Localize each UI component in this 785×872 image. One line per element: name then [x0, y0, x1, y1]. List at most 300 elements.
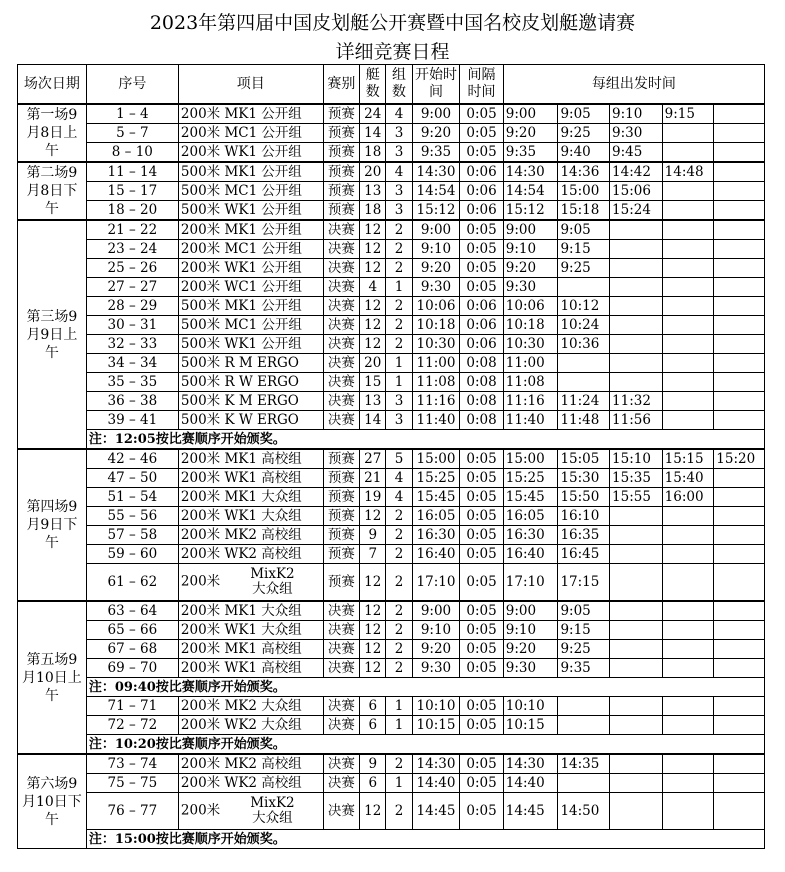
event-cell: 200米 WK2 高校组 [178, 774, 323, 793]
group-time-cell: 10:06 [503, 297, 558, 316]
group-time-cell [662, 659, 714, 678]
groups-cell: 2 [386, 621, 412, 640]
start-cell: 16:05 [412, 507, 460, 526]
groups-cell: 3 [386, 411, 412, 430]
group-time-cell [714, 316, 765, 335]
interval-cell: 0:05 [460, 716, 504, 735]
seq-cell: 67 – 68 [86, 640, 178, 659]
round-cell: 预赛 [323, 162, 359, 182]
interval-cell: 0:05 [460, 621, 504, 640]
group-time-cell [610, 316, 663, 335]
note-text: 注：12:05按比赛顺序开始颁奖。 [86, 430, 764, 450]
groups-cell: 3 [386, 201, 412, 221]
table-row [18, 143, 765, 163]
group-time-cell: 10:12 [558, 297, 610, 316]
seq-cell: 55 – 56 [86, 507, 178, 526]
round-cell: 决赛 [323, 754, 359, 774]
interval-cell: 0:05 [460, 526, 504, 545]
start-cell: 15:12 [412, 201, 460, 221]
interval-cell: 0:05 [460, 659, 504, 678]
round-cell: 决赛 [323, 640, 359, 659]
interval-cell: 0:06 [460, 316, 504, 335]
table-row [18, 754, 765, 774]
table-row [18, 488, 765, 507]
table-row [18, 162, 765, 182]
boats-cell: 12 [360, 621, 386, 640]
group-time-cell: 9:00 [503, 220, 558, 240]
group-time-cell [714, 507, 765, 526]
event-cell: 200米 WK2 高校组 [178, 545, 323, 564]
group-time-cell: 15:30 [558, 469, 610, 488]
group-time-cell [714, 469, 765, 488]
group-time-cell [714, 411, 765, 430]
boats-cell: 12 [360, 601, 386, 621]
boats-cell: 6 [360, 697, 386, 716]
interval-cell: 0:05 [460, 564, 504, 602]
boats-cell: 9 [360, 526, 386, 545]
seq-cell: 32 – 33 [86, 335, 178, 354]
round-cell: 预赛 [323, 143, 359, 163]
round-cell: 决赛 [323, 316, 359, 335]
group-time-cell: 15:50 [558, 488, 610, 507]
group-time-cell: 9:25 [558, 640, 610, 659]
group-time-cell [662, 564, 714, 602]
seq-cell: 61 – 62 [86, 564, 178, 602]
header-row [18, 65, 765, 105]
boats-cell: 12 [360, 507, 386, 526]
start-cell: 9:20 [412, 640, 460, 659]
event-cell: 200米 MK2 大众组 [178, 697, 323, 716]
group-time-cell: 15:12 [503, 201, 558, 221]
table-row [18, 545, 765, 564]
start-cell: 11:08 [412, 373, 460, 392]
group-time-cell [714, 373, 765, 392]
start-cell: 14:30 [412, 754, 460, 774]
table-row [18, 104, 765, 124]
group-time-cell: 11:16 [503, 392, 558, 411]
group-time-cell: 9:00 [503, 104, 558, 124]
group-time-cell: 9:35 [558, 659, 610, 678]
interval-cell: 0:05 [460, 220, 504, 240]
table-row [18, 793, 765, 830]
group-time-cell [610, 545, 663, 564]
table-row [18, 335, 765, 354]
start-cell: 9:20 [412, 259, 460, 278]
boats-cell: 14 [360, 411, 386, 430]
event-line-1: MixK2 [250, 795, 295, 811]
group-time-cell [610, 526, 663, 545]
round-cell: 预赛 [323, 488, 359, 507]
group-time-cell [714, 601, 765, 621]
group-time-cell [662, 201, 714, 221]
note-row [18, 678, 765, 697]
group-time-cell: 15:00 [558, 182, 610, 201]
group-time-cell [662, 545, 714, 564]
round-cell: 决赛 [323, 297, 359, 316]
table-row [18, 449, 765, 469]
boats-cell: 7 [360, 545, 386, 564]
group-time-cell [610, 564, 663, 602]
round-cell: 决赛 [323, 659, 359, 678]
session-label: 第三场9月9日上午 [18, 220, 87, 449]
group-time-cell [610, 659, 663, 678]
boats-cell: 13 [360, 182, 386, 201]
group-time-cell: 9:20 [503, 640, 558, 659]
seq-cell: 15 – 17 [86, 182, 178, 201]
group-time-cell [662, 640, 714, 659]
group-time-cell [714, 240, 765, 259]
event-cell: 200米 MK1 公开组 [178, 104, 323, 124]
schedule-table [17, 64, 765, 849]
event-cell: 200米 WK1 高校组 [178, 659, 323, 678]
round-cell: 决赛 [323, 621, 359, 640]
table-row [18, 278, 765, 297]
seq-cell: 76 – 77 [86, 793, 178, 830]
event-distance: 200米 [180, 573, 221, 590]
start-cell: 10:30 [412, 335, 460, 354]
event-cell: 200米 MC1 公开组 [178, 240, 323, 259]
group-time-cell [714, 220, 765, 240]
group-time-cell: 16:35 [558, 526, 610, 545]
event-cell: 200米 MK1 公开组 [178, 220, 323, 240]
groups-cell: 1 [386, 278, 412, 297]
groups-cell: 2 [386, 240, 412, 259]
note-row [18, 735, 765, 755]
group-time-cell: 17:15 [558, 564, 610, 602]
start-cell: 9:20 [412, 124, 460, 143]
event-cell: 500米 MK1 公开组 [178, 297, 323, 316]
group-time-cell [662, 392, 714, 411]
seq-cell: 39 – 41 [86, 411, 178, 430]
round-cell: 预赛 [323, 545, 359, 564]
group-time-cell: 9:30 [503, 659, 558, 678]
boats-cell: 18 [360, 201, 386, 221]
groups-cell: 1 [386, 373, 412, 392]
document-subtitle: 详细竞赛日程 [335, 41, 450, 63]
group-time-cell [714, 182, 765, 201]
interval-cell: 0:05 [460, 507, 504, 526]
group-time-cell [714, 104, 765, 124]
note-row [18, 830, 765, 849]
table-row [18, 124, 765, 143]
groups-cell: 2 [386, 793, 412, 830]
boats-cell: 19 [360, 488, 386, 507]
seq-cell: 71 – 71 [86, 697, 178, 716]
round-cell: 决赛 [323, 392, 359, 411]
group-time-cell: 14:45 [503, 793, 558, 830]
group-time-cell: 15:24 [610, 201, 663, 221]
seq-cell: 28 – 29 [86, 297, 178, 316]
start-cell: 17:10 [412, 564, 460, 602]
round-cell: 决赛 [323, 373, 359, 392]
group-time-cell: 15:15 [662, 449, 714, 469]
seq-cell: 42 – 46 [86, 449, 178, 469]
groups-cell: 4 [386, 488, 412, 507]
boats-cell: 12 [360, 259, 386, 278]
group-time-cell [714, 545, 765, 564]
interval-cell: 0:05 [460, 240, 504, 259]
round-cell: 决赛 [323, 716, 359, 735]
groups-cell: 1 [386, 697, 412, 716]
start-cell: 9:30 [412, 278, 460, 297]
group-time-cell [714, 716, 765, 735]
group-time-cell [558, 774, 610, 793]
group-time-cell: 9:10 [503, 240, 558, 259]
group-time-cell: 9:05 [558, 104, 610, 124]
start-cell: 9:00 [412, 220, 460, 240]
group-time-cell [610, 278, 663, 297]
event-cell: 200米 MK1 高校组 [178, 640, 323, 659]
groups-cell: 2 [386, 335, 412, 354]
group-time-cell: 11:24 [558, 392, 610, 411]
boats-cell: 20 [360, 162, 386, 182]
start-cell: 14:54 [412, 182, 460, 201]
group-time-cell: 9:15 [558, 240, 610, 259]
boats-cell: 20 [360, 354, 386, 373]
boats-cell: 9 [360, 754, 386, 774]
event-cell: 200米 MK1 大众组 [178, 601, 323, 621]
group-time-cell: 14:30 [503, 754, 558, 774]
start-cell: 10:18 [412, 316, 460, 335]
interval-cell: 0:05 [460, 449, 504, 469]
group-time-cell [610, 373, 663, 392]
start-cell: 10:15 [412, 716, 460, 735]
start-cell: 15:45 [412, 488, 460, 507]
event-line-2: 大众组 [252, 810, 293, 826]
group-time-cell [662, 716, 714, 735]
event-cell [178, 793, 323, 830]
round-cell: 决赛 [323, 278, 359, 297]
boats-cell: 6 [360, 716, 386, 735]
group-time-cell [610, 601, 663, 621]
event-name [250, 796, 294, 826]
seq-cell: 27 – 27 [86, 278, 178, 297]
group-time-cell: 11:40 [503, 411, 558, 430]
group-time-cell: 14:54 [503, 182, 558, 201]
seq-cell: 57 – 58 [86, 526, 178, 545]
interval-cell: 0:08 [460, 373, 504, 392]
round-cell: 预赛 [323, 201, 359, 221]
seq-cell: 73 – 74 [86, 754, 178, 774]
group-time-cell: 11:56 [610, 411, 663, 430]
groups-cell: 4 [386, 162, 412, 182]
group-time-cell: 16:00 [662, 488, 714, 507]
seq-cell: 47 – 50 [86, 469, 178, 488]
group-time-cell [662, 697, 714, 716]
group-time-cell [662, 124, 714, 143]
header-event: 项目 [178, 65, 323, 105]
table-row [18, 316, 765, 335]
group-time-cell: 10:36 [558, 335, 610, 354]
group-time-cell: 11:00 [503, 354, 558, 373]
start-cell: 11:00 [412, 354, 460, 373]
note-row [18, 430, 765, 450]
table-row [18, 621, 765, 640]
boats-cell: 13 [360, 392, 386, 411]
group-time-cell: 14:36 [558, 162, 610, 182]
seq-cell: 65 – 66 [86, 621, 178, 640]
group-time-cell [610, 507, 663, 526]
group-time-cell: 15:25 [503, 469, 558, 488]
group-time-cell [558, 373, 610, 392]
interval-cell: 0:05 [460, 697, 504, 716]
boats-cell: 12 [360, 316, 386, 335]
table-row [18, 526, 765, 545]
group-time-cell [610, 335, 663, 354]
table-row [18, 259, 765, 278]
boats-cell: 12 [360, 640, 386, 659]
boats-cell: 27 [360, 449, 386, 469]
boats-cell: 4 [360, 278, 386, 297]
group-time-cell [558, 716, 610, 735]
boats-cell: 6 [360, 774, 386, 793]
group-time-cell [558, 354, 610, 373]
header-start: 开始时间 [412, 65, 460, 105]
interval-cell: 0:05 [460, 545, 504, 564]
boats-cell: 12 [360, 297, 386, 316]
group-time-cell: 9:15 [662, 104, 714, 124]
start-cell: 16:30 [412, 526, 460, 545]
boats-cell: 12 [360, 659, 386, 678]
group-time-cell: 10:15 [503, 716, 558, 735]
start-cell: 9:10 [412, 621, 460, 640]
seq-cell: 34 – 34 [86, 354, 178, 373]
event-cell: 500米 MC1 公开组 [178, 182, 323, 201]
group-time-cell: 9:15 [558, 621, 610, 640]
group-time-cell [662, 526, 714, 545]
boats-cell: 21 [360, 469, 386, 488]
group-time-cell [714, 640, 765, 659]
group-time-cell: 9:25 [558, 124, 610, 143]
round-cell: 预赛 [323, 469, 359, 488]
group-time-cell [662, 793, 714, 830]
group-time-cell: 14:30 [503, 162, 558, 182]
group-time-cell [662, 774, 714, 793]
group-time-cell [714, 526, 765, 545]
interval-cell: 0:05 [460, 104, 504, 124]
round-cell: 预赛 [323, 124, 359, 143]
round-cell: 决赛 [323, 601, 359, 621]
group-time-cell: 15:10 [610, 449, 663, 469]
event-cell: 200米 WK1 大众组 [178, 507, 323, 526]
group-time-cell [714, 162, 765, 182]
round-cell: 预赛 [323, 104, 359, 124]
event-cell [178, 564, 323, 602]
event-cell: 200米 WK1 公开组 [178, 259, 323, 278]
group-time-cell [610, 621, 663, 640]
group-time-cell: 15:05 [558, 449, 610, 469]
table-row [18, 354, 765, 373]
event-cell: 200米 MK1 大众组 [178, 488, 323, 507]
start-cell: 14:30 [412, 162, 460, 182]
round-cell: 预赛 [323, 182, 359, 201]
seq-cell: 30 – 31 [86, 316, 178, 335]
groups-cell: 5 [386, 449, 412, 469]
event-cell: 200米 MK1 高校组 [178, 449, 323, 469]
start-cell: 9:30 [412, 659, 460, 678]
boats-cell: 15 [360, 373, 386, 392]
group-time-cell: 9:00 [503, 601, 558, 621]
event-cell: 500米 K W ERGO [178, 411, 323, 430]
session-label: 第五场9月10日上午 [18, 601, 87, 754]
group-time-cell [662, 297, 714, 316]
groups-cell: 2 [386, 754, 412, 774]
session-label: 第六场9月10日下午 [18, 754, 87, 849]
seq-cell: 59 – 60 [86, 545, 178, 564]
group-time-cell [662, 621, 714, 640]
boats-cell: 12 [360, 240, 386, 259]
group-time-cell [610, 220, 663, 240]
start-cell: 10:06 [412, 297, 460, 316]
group-time-cell: 9:30 [610, 124, 663, 143]
table-row [18, 716, 765, 735]
group-time-cell [714, 124, 765, 143]
round-cell: 预赛 [323, 526, 359, 545]
interval-cell: 0:06 [460, 335, 504, 354]
seq-cell: 75 – 75 [86, 774, 178, 793]
group-time-cell [610, 640, 663, 659]
group-time-cell [714, 621, 765, 640]
event-cell: 500米 R W ERGO [178, 373, 323, 392]
group-time-cell [714, 201, 765, 221]
table-row [18, 640, 765, 659]
table-row [18, 697, 765, 716]
interval-cell: 0:05 [460, 469, 504, 488]
interval-cell: 0:05 [460, 774, 504, 793]
group-time-cell: 16:30 [503, 526, 558, 545]
interval-cell: 0:05 [460, 259, 504, 278]
groups-cell: 3 [386, 182, 412, 201]
seq-cell: 23 – 24 [86, 240, 178, 259]
group-time-cell: 9:40 [558, 143, 610, 163]
group-time-cell: 16:40 [503, 545, 558, 564]
group-time-cell: 9:25 [558, 259, 610, 278]
round-cell: 决赛 [323, 793, 359, 830]
interval-cell: 0:08 [460, 411, 504, 430]
group-time-cell [714, 143, 765, 163]
interval-cell: 0:05 [460, 143, 504, 163]
table-row [18, 392, 765, 411]
group-time-cell [610, 754, 663, 774]
groups-cell: 1 [386, 354, 412, 373]
group-time-cell: 9:30 [503, 278, 558, 297]
groups-cell: 2 [386, 526, 412, 545]
groups-cell: 2 [386, 601, 412, 621]
round-cell: 预赛 [323, 507, 359, 526]
groups-cell: 3 [386, 143, 412, 163]
group-time-cell [662, 240, 714, 259]
group-time-cell: 9:45 [610, 143, 663, 163]
group-time-cell: 15:40 [662, 469, 714, 488]
start-cell: 11:40 [412, 411, 460, 430]
event-line-2: 大众组 [252, 581, 293, 597]
event-cell: 200米 WK1 公开组 [178, 143, 323, 163]
start-cell: 15:25 [412, 469, 460, 488]
interval-cell: 0:05 [460, 793, 504, 830]
group-time-cell [714, 488, 765, 507]
round-cell: 预赛 [323, 564, 359, 602]
seq-cell: 21 – 22 [86, 220, 178, 240]
seq-cell: 8 – 10 [86, 143, 178, 163]
group-time-cell [662, 354, 714, 373]
boats-cell: 24 [360, 104, 386, 124]
round-cell: 决赛 [323, 411, 359, 430]
header-boats: 艇数 [360, 65, 386, 105]
group-time-cell [662, 601, 714, 621]
groups-cell: 2 [386, 507, 412, 526]
group-time-cell: 10:24 [558, 316, 610, 335]
table-row [18, 182, 765, 201]
